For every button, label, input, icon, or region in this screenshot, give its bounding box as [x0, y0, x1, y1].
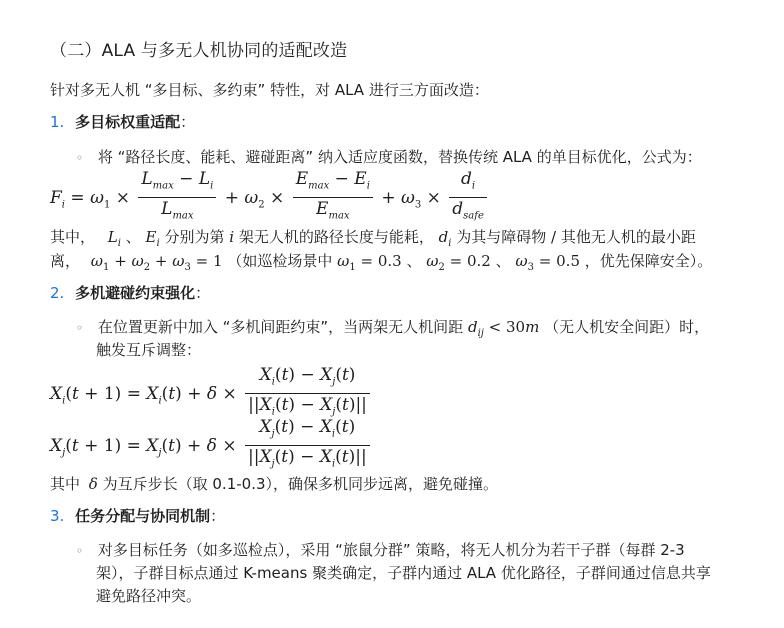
bullet-icon: ◦	[76, 321, 84, 335]
repulsion-equation-2: $X_j(t + 1) = X_j(t) + \delta$ × $\frac{X_j(t) - X_i(t)}{||X_j(t) - X_i(t)||}$	[50, 416, 373, 476]
item-1-note-line1: 其中， $L_i$ 、 $E_i$ 分别为第 i 架无人机的路径长度与能耗， $d_i$ 为其与障碍物 / 其他无人机的最小距	[50, 228, 696, 249]
list-item-1-header: 1. 多目标权重适配：	[50, 113, 196, 131]
list-number-2: 2.	[50, 284, 65, 302]
list-item-3-bullet: ◦ 对多目标任务（如多巡检点），采用 “旅鼠分群” 策略，将无人机分为若干子群（每群 2-3	[76, 541, 685, 559]
bullet-icon: ◦	[76, 544, 84, 558]
list-title-3: 任务分配与协同机制	[75, 507, 211, 525]
list-number-1: 1.	[50, 113, 65, 131]
item-2-bullet-line2: 触发互斥调整：	[96, 341, 202, 359]
list-title-1: 多目标权重适配	[75, 113, 181, 131]
item-1-note-line2: 离， $\omega_1 + \omega_2 + \omega_3 = 1$ （如巡检场景中 $\omega_1 = 0.3$ 、 $\omega_2 = 0.2$ 、 $\omega_3 = 0.5$ ，优先保障安全）。	[50, 252, 713, 273]
fitness-equation: $F_i = \omega_1$ × $\frac{L_{max} - L_i}{L_{max}}$ + $\omega_2$ × $\frac{E_{max} - E_i}{E_{max}}$ + $\omega_3$ × $\frac{d_i}{d_{safe}}$	[50, 168, 490, 228]
list-item-2-header: 2. 多机避碰约束强化：	[50, 284, 211, 302]
list-title-2: 多机避碰约束强化	[75, 284, 196, 302]
bullet-icon: ◦	[76, 151, 84, 165]
item-2-note: 其中 δ 为互斥步长（取 0.1-0.3），确保多机同步远离，避免碰撞。	[50, 475, 499, 493]
intro-paragraph: 针对多无人机 “多目标、多约束” 特性，对 ALA 进行三方面改造：	[50, 81, 489, 99]
bullet-text-1: 将 “路径长度、能耗、避碰距离” 纳入适应度函数，替换传统 ALA 的单目标优化，公式为：	[97, 148, 702, 166]
list-item-3-header: 3. 任务分配与协同机制：	[50, 507, 226, 525]
section-heading: （二）ALA 与多无人机协同的适配改造	[50, 41, 348, 61]
repulsion-equation-1: $X_i(t + 1) = X_i(t) + \delta$ × $\frac{X_i(t) - X_j(t)}{||X_i(t) - X_j(t)||}$	[50, 364, 373, 424]
item-3-line3: 避免路径冲突。	[96, 587, 202, 605]
item-3-line2: 架），子群目标点通过 K-means 聚类确定，子群内通过 ALA 优化路径，子群间通过信息共享	[96, 564, 711, 582]
list-number-3: 3.	[50, 507, 65, 525]
list-item-1-bullet	[76, 146, 702, 169]
list-item-2-bullet: ◦ 在位置更新中加入 “多机间距约束”，当两架无人机间距 $d_{ij} < 30m$ （无人机安全间距）时，	[76, 318, 710, 339]
